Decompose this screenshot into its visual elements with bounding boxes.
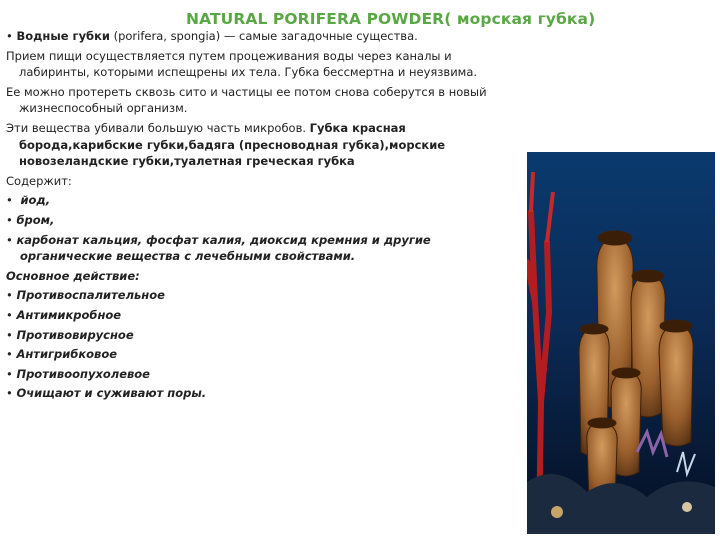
intro-rest: (porifera, spongia) — самые загадочные существа.: [109, 29, 418, 43]
intro-paragraph: • Водные губки (porifera, spongia) — самые загадочные существа.: [6, 29, 418, 43]
slide-body-text: [6, 28, 518, 405]
ingredient-item: • карбонат кальция, фосфат калия, диоксид кремния и другие органические вещества с лечебными свойствами.: [6, 232, 431, 264]
action-item: • Антигрибковое: [6, 347, 118, 362]
action-item: • Противовирусное: [6, 327, 134, 342]
microbes-text: Эти вещества убивали большую часть микробов.: [6, 120, 310, 135]
sea-sponge-photo: [527, 152, 715, 534]
ingredient-item: • бром,: [6, 212, 55, 227]
action-item: • Антимикробное: [6, 307, 122, 322]
sponge-types-bold-2: ,карибские губки,бадяга (пресноводная губка),морские новозеландские губки,туалетная греческая губка: [19, 137, 446, 169]
contains-label: Содержит:: [6, 173, 72, 188]
action-label: Основное действие:: [6, 268, 140, 283]
intro-term: Водные губки: [16, 29, 110, 43]
action-item: • Противоспалительное: [6, 288, 165, 303]
sponge-types-paragraph: [6, 120, 518, 170]
ingredient-item: • йод,: [6, 193, 51, 208]
action-item: • Очищают и суживают поры.: [6, 386, 207, 401]
slide-title: NATURAL PORIFERA POWDER( морская губка): [186, 10, 596, 28]
regeneration-paragraph: Ее можно протереть сквозь сито и частицы ее потом снова соберутся в новый жизнеспособный организм.: [6, 84, 487, 116]
sponge-types-bold: Губка красная борода: [19, 120, 406, 152]
feeding-paragraph: Прием пищи осуществляется путем процеживания воды через каналы и лабиринты, которыми испещрены их тела. Губка бессмертна и неуязвима.: [6, 48, 478, 80]
action-item: • Противоопухолевое: [6, 366, 150, 381]
